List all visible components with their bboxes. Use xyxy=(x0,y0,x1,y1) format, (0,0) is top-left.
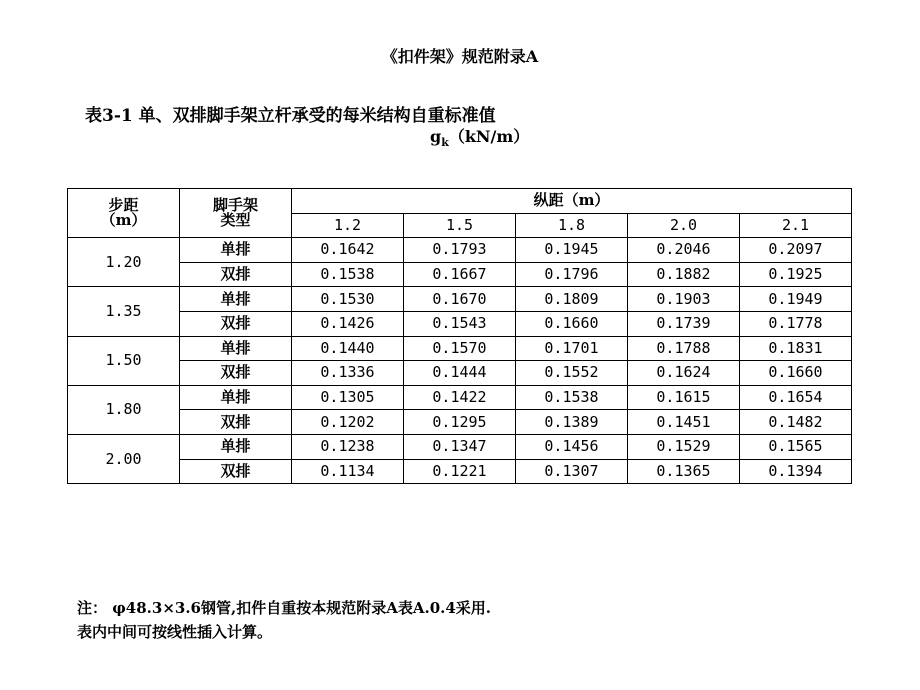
weight-value: 0.1654 xyxy=(740,385,852,410)
weight-value: 0.1365 xyxy=(628,459,740,484)
weight-value: 0.1739 xyxy=(628,311,740,336)
step-value: 1.50 xyxy=(68,336,180,385)
weight-value: 0.1570 xyxy=(404,336,516,361)
scaffold-type: 双排 xyxy=(180,311,292,336)
span-header: 纵距（m） xyxy=(292,189,852,214)
weight-value: 0.1882 xyxy=(628,262,740,287)
weight-value: 0.1624 xyxy=(628,361,740,386)
weight-value: 0.1202 xyxy=(292,410,404,435)
scaffold-type: 双排 xyxy=(180,361,292,386)
span-value: 1.5 xyxy=(404,213,516,238)
table-caption: 表3-1 单、双排脚手架立杆承受的每米结构自重标准值 xyxy=(85,106,496,126)
unit-text: （kN/m） xyxy=(448,127,530,146)
weight-value: 0.1389 xyxy=(516,410,628,435)
weight-value: 0.2097 xyxy=(740,238,852,263)
weight-value: 0.1615 xyxy=(628,385,740,410)
weight-table xyxy=(67,188,852,484)
scaffold-type: 单排 xyxy=(180,434,292,459)
weight-value: 0.1796 xyxy=(516,262,628,287)
table-row xyxy=(68,410,852,435)
weight-value: 0.1538 xyxy=(516,385,628,410)
weight-value: 0.1565 xyxy=(740,434,852,459)
weight-value: 0.1134 xyxy=(292,459,404,484)
table-row xyxy=(68,434,852,459)
weight-value: 0.1295 xyxy=(404,410,516,435)
step-value: 1.35 xyxy=(68,287,180,336)
weight-value: 0.1451 xyxy=(628,410,740,435)
table-row xyxy=(68,262,852,287)
scaffold-type: 双排 xyxy=(180,410,292,435)
weight-value: 0.1945 xyxy=(516,238,628,263)
weight-value: 0.1660 xyxy=(516,311,628,336)
weight-value: 0.1221 xyxy=(404,459,516,484)
page-title: 《扣件架》规范附录A xyxy=(381,47,539,66)
type-header-line2: 类型 xyxy=(220,211,251,230)
footnote xyxy=(77,596,491,644)
weight-value: 0.1426 xyxy=(292,311,404,336)
type-header xyxy=(180,189,292,238)
scaffold-type: 单排 xyxy=(180,336,292,361)
table-row xyxy=(68,361,852,386)
weight-value: 0.1347 xyxy=(404,434,516,459)
weight-value: 0.1949 xyxy=(740,287,852,312)
table-row xyxy=(68,336,852,361)
span-value: 1.2 xyxy=(292,213,404,238)
weight-value: 0.1482 xyxy=(740,410,852,435)
weight-value: 0.1444 xyxy=(404,361,516,386)
scaffold-type: 双排 xyxy=(180,459,292,484)
scaffold-type: 单排 xyxy=(180,385,292,410)
weight-value: 0.1422 xyxy=(404,385,516,410)
weight-value: 0.1336 xyxy=(292,361,404,386)
type-header-line1: 脚手架 xyxy=(212,196,258,215)
unit-symbol: g xyxy=(430,127,442,146)
weight-value: 0.1667 xyxy=(404,262,516,287)
weight-value: 0.1456 xyxy=(516,434,628,459)
scaffold-type: 单排 xyxy=(180,238,292,263)
weight-value: 0.1305 xyxy=(292,385,404,410)
table-row xyxy=(68,287,852,312)
weight-value: 0.1670 xyxy=(404,287,516,312)
footnote-line2: 表内中间可按线性插入计算。 xyxy=(77,623,273,641)
weight-value: 0.2046 xyxy=(628,238,740,263)
table-body xyxy=(68,189,852,484)
weight-value: 0.1543 xyxy=(404,311,516,336)
step-header xyxy=(68,189,180,238)
step-header-line1: 步距 xyxy=(108,196,139,215)
weight-value: 0.1701 xyxy=(516,336,628,361)
weight-value: 0.1903 xyxy=(628,287,740,312)
table-row xyxy=(68,385,852,410)
table-row xyxy=(68,311,852,336)
weight-value: 0.1307 xyxy=(516,459,628,484)
weight-value: 0.1809 xyxy=(516,287,628,312)
span-value: 1.8 xyxy=(516,213,628,238)
step-header-line2: （m） xyxy=(100,211,147,230)
weight-value: 0.1552 xyxy=(516,361,628,386)
scaffold-type: 单排 xyxy=(180,287,292,312)
unit-subscript: k xyxy=(441,136,449,150)
weight-value: 0.1831 xyxy=(740,336,852,361)
weight-value: 0.1440 xyxy=(292,336,404,361)
weight-value: 0.1660 xyxy=(740,361,852,386)
weight-value: 0.1778 xyxy=(740,311,852,336)
span-value: 2.0 xyxy=(628,213,740,238)
table-row xyxy=(68,459,852,484)
step-value: 1.80 xyxy=(68,385,180,434)
unit-label xyxy=(430,124,529,149)
weight-value: 0.1642 xyxy=(292,238,404,263)
weight-value: 0.1394 xyxy=(740,459,852,484)
weight-value: 0.1925 xyxy=(740,262,852,287)
span-value: 2.1 xyxy=(740,213,852,238)
weight-value: 0.1529 xyxy=(628,434,740,459)
footnote-line1: 注： φ48.3×3.6钢管,扣件自重按本规范附录A表A.0.4采用. xyxy=(77,599,492,617)
weight-value: 0.1238 xyxy=(292,434,404,459)
weight-value: 0.1788 xyxy=(628,336,740,361)
scaffold-type: 双排 xyxy=(180,262,292,287)
header-row-1 xyxy=(68,189,852,214)
step-value: 2.00 xyxy=(68,434,180,483)
weight-value: 0.1530 xyxy=(292,287,404,312)
table-row xyxy=(68,238,852,263)
step-value: 1.20 xyxy=(68,238,180,287)
weight-value: 0.1538 xyxy=(292,262,404,287)
weight-value: 0.1793 xyxy=(404,238,516,263)
